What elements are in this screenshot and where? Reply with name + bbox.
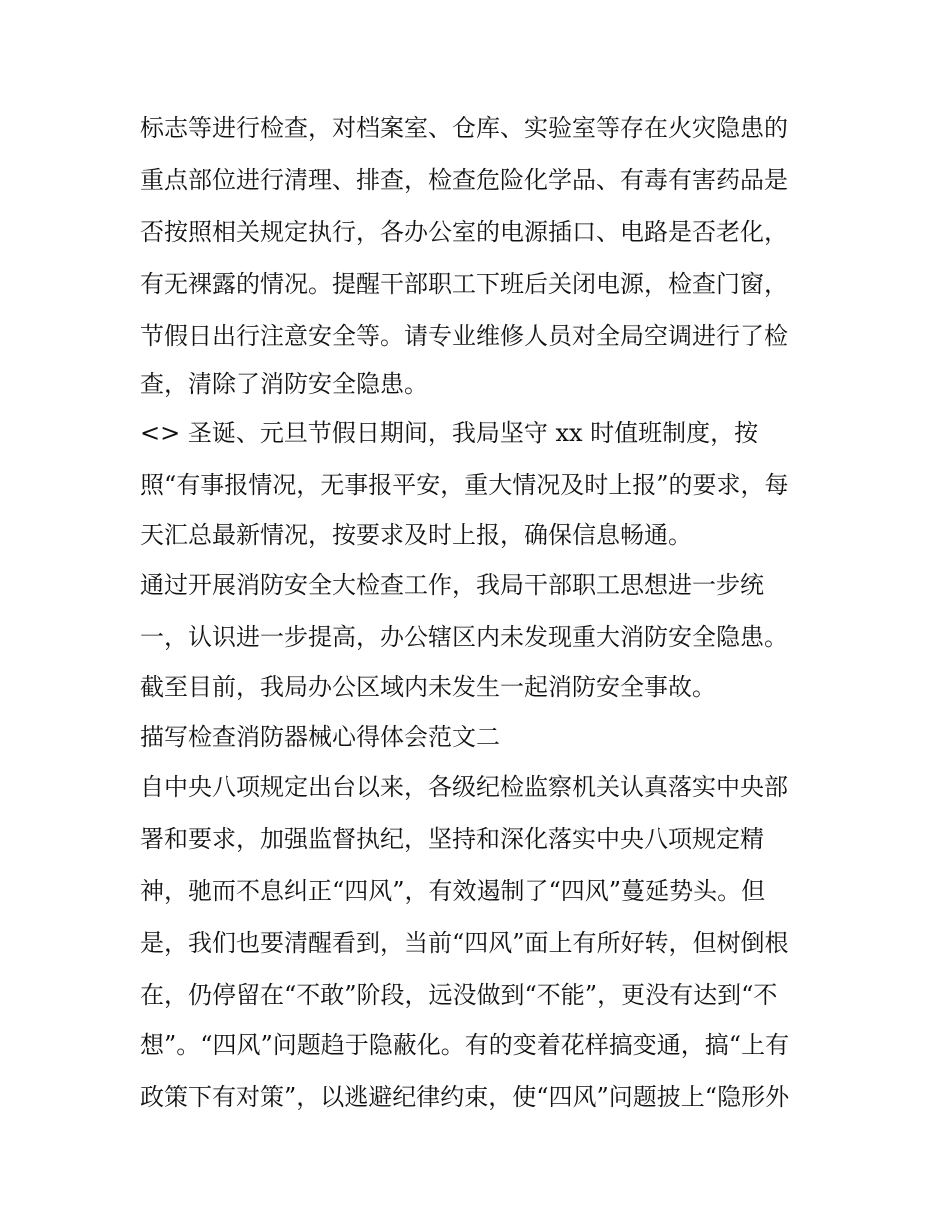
paragraph-line: 是，我们也要清醒看到，当前“四风”面上有所好转，但树倒根 bbox=[140, 929, 789, 957]
paragraph-line: 查，清除了消防安全隐患。 bbox=[140, 370, 428, 398]
paragraph-line: 截至目前，我局办公区域内未发生一起消防安全事故。 bbox=[140, 673, 716, 701]
paragraph-line: 一，认识进一步提高，办公辖区内未发现重大消防安全隐患。 bbox=[140, 623, 788, 651]
paragraph-line: <> 圣诞、元旦节假日期间，我局坚守 xx 时值班制度，按 bbox=[140, 419, 759, 447]
paragraph-line: 有无裸露的情况。提醒干部职工下班后关闭电源，检查门窗， bbox=[140, 270, 788, 298]
paragraph-line: 在，仍停留在“不敢”阶段，远没做到“不能”，更没有达到“不 bbox=[140, 981, 778, 1009]
paragraph-line: 节假日出行注意安全等。请专业维修人员对全局空调进行了检 bbox=[140, 322, 788, 350]
paragraph-line: 自中央八项规定出台以来，各级纪检监察机关认真落实中央部 bbox=[140, 773, 788, 801]
paragraph-line: 照“有事报情况，无事报平安，重大情况及时上报”的要求，每 bbox=[140, 471, 789, 499]
paragraph-line: 天汇总最新情况，按要求及时上报，确保信息畅通。 bbox=[140, 521, 692, 549]
paragraph-line: 通过开展消防安全大检查工作，我局干部职工思想进一步统 bbox=[140, 571, 764, 599]
section-heading: 描写检查消防器械心得体会范文二 bbox=[140, 723, 500, 751]
paragraph-line: 否按照相关规定执行，各办公室的电源插口、电路是否老化， bbox=[140, 218, 788, 246]
paragraph-line: 署和要求，加强监督执纪，坚持和深化落实中央八项规定精 bbox=[140, 825, 764, 853]
paragraph-line: 标志等进行检查，对档案室、仓库、实验室等存在火灾隐患的 bbox=[140, 114, 788, 142]
paragraph-line: 重点部位进行清理、排查，检查危险化学品、有毒有害药品是 bbox=[140, 166, 788, 194]
paragraph-line: 神，驰而不息纠正“四风”，有效遏制了“四风”蔓延势头。但 bbox=[140, 877, 766, 905]
paragraph-line: 政策下有对策”，以逃避纪律约束，使“四风”问题披上“隐形外 bbox=[140, 1083, 790, 1111]
paragraph-line: 想”。“四风”问题趋于隐蔽化。有的变着花样搞变通，搞“上有 bbox=[140, 1031, 790, 1059]
